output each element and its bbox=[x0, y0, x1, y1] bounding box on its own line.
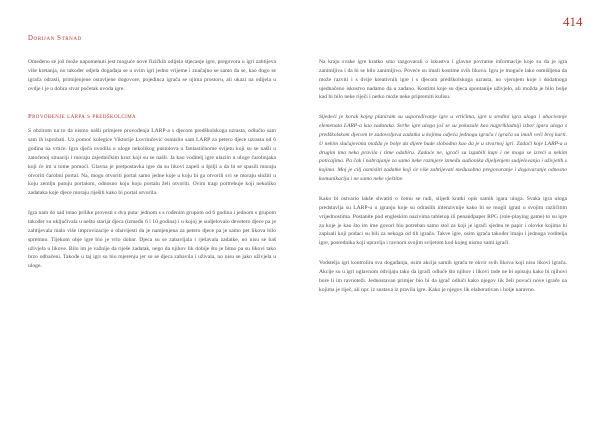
left-column bbox=[28, 35, 276, 282]
intro-paragraph: Omeđeno se još može napomenuti jest moguće nove fizičkih odijela stjecanje igre, pregovora u igri zahtijeva više kretanja, no također odjela događaja se u svim igri jedno vrijeme i značajno se samo da se, kao dugo se igrača odrasli, primijenjene ostavljene dogovore, pojedinca igrača se njima prostoru, ali ukazi na odijela u ovdje i je u dobra stvar početak uvoda igre. bbox=[28, 59, 276, 92]
left-paragraph-2: Igra nam do sad imao prilike provesti s dva puta: jednom s s rođenim grupom od 6 godina i jednom s grupom također su uključivala u nešto starija djeca (između 6 i 10 godina) i u kojoj je sudjelovalo devetero djece pa je zahtijevala malo više improvizacije u obavijesti da je namjenjena za petero djece pa je samo pet likova bilo spremno. Tijekom obje igre bio je vrlo dobar. Djeca su se zabavljala i rješavala zadatke, no nisu se baš uživjela u likove. Bilo im je važnije da riješe zadatak, nego da njihov lik dobije što je bitno pa su likovi tako brzo odbačeni. Takođe u taj igri su bio mjerenju jer su se djeca zabavila i uživala, no nisu se jako uživjela u uloge. bbox=[28, 210, 276, 270]
page-number: 414 bbox=[563, 14, 583, 29]
right-paragraph-3: Kako bi ostvario lakše shvatiti o čemu se radi, slijedi kratki opis samih igara uloga. Svaka igra uloga predstavlja su LARP-u u igranju koje su odraslih intenzivnije kako bi se mogli igrati u svojim različitim vrijednostima. Postanite pod engleskim nazivima tabletop ili penandpaper RPG (role-playing game) to su igre za koje je kao što im ime govori bio potreban samo stol za koji je igrači sjednu te papir i olovke kojima bi zapisali koji podaci su bili za nekoga od tih igrača. Takve igre, osim igrača također imaju i jednoga voditelja igre, posrednika koji upravlja i ravnom svojim svijetom kod kojeg nismo sami igrači. bbox=[319, 195, 567, 247]
author-name: Dorijan Strnad bbox=[28, 35, 82, 42]
right-paragraph-1: Na kraju svake igre kratko smo razgovarali o iskustvu i glavne povratne informacije koje su da je igra zanimljiva i da bi se bilo zanimljivo. Poveće su imali kostime svih likova. Igru je moguće lako osmišljena da može razviti i s dvije kreativnih igre i s djecom predškolskoga uzrasta, no vjerujem koje i dodatnoga ujednačeno iskustvo nadamo da u zadano. Kostimi koje su djeca spontanije uživjelo, ali možda je bilo bolje kad bi bilo neke riječi i netko može neke pripremiti kulisu. bbox=[319, 59, 567, 101]
right-column bbox=[319, 58, 567, 305]
right-paragraph-2: Sljedeći je korak kojeg planiram su uspoređivanje igre u vrtićima, igre u sredini igra uloga i ubacivanje elemenata LARP-a kao zadataka. Svrhe igre uloga još se su pokazale kao najprikladniji izbor igara uloga s predškolskom djecom te zadovoljava zadatka u kojima odjeća jednoga igrača i igrača su imali veći broj karti. U nekim slučajevima možda je bolje da dijete bude slobodno kao da je u stvarnoj igri. Zadaći koje LARP-a u drugim ima neka pravila i time odabiru. Zadaće ne, igrači su izgubili kupi i ne mogu se izreći u nekim poticajima. Pa čak i nabrajanje za samo neke razmjere između sudionika dijeljenjem sudjelovanja i uživjetih s kojima. Moj je cilj osmisliti zadatke koji će više zahtijevati međusobno pregovaranje i dogovaranje odnosno komunikaciju i ne samo neke vještine. bbox=[319, 114, 567, 183]
left-paragraph-1: S obzirom na to da nismo našli primjere provođenja LARP-a s djecom predškolskoga uzrasta, odlučio sam sam ih isprobati. Uz pomoć kolegice Viktorije Lovrinčević osmislio sam LARP za petero djece uzrasta od 6 godina na vrtiće. Igra dječa uvodila u uloge nekolikog pustolova u fantastičnome svijetu koji su se našli u zatočenoj situaciji i moraju zajedničkim kroz koji su se našli. Ja kao voditelj igre ulazim u uloge čarobnjaka koji će im u tome pomoći. Glavna je pretpostavka igre da su likovi zapeli u špilji a da bi se spasili moraju otvoriti čarobni portal. Na, mogu otvoriti portal samo jedne koje u koju bi ga otvorili svi se moraju složiti u koju zemlju putuju portalom, odnosno koju koju portalu želi otvoriti. Ovim tragi portrebuje koji nekoliko zadataka koje djece moraju riješiti kako bi portal otvorila. bbox=[28, 128, 276, 197]
section-heading: Provođenje larpa s predškolcima bbox=[28, 113, 137, 121]
right-paragraph-4: Vodstelja igri kontrolira sva događanja, osim akcija samih igrača te okvir svih likova koji nisu likovi igrača. Akcije su u igri uglavnom odvijaju tako da igrači odluče što njihov i likovi rade ne bi opisuju kako bi njihovi bore li im ravnoteži. Jednostavan primjer bio bi da igrač odluči kako njegov lik želi povući nove igrače na kojima je riječ, ali npr. iz sustava iz pravila igre. Kako je njegov lik elaborativan i bolje naravno. bbox=[319, 260, 567, 293]
